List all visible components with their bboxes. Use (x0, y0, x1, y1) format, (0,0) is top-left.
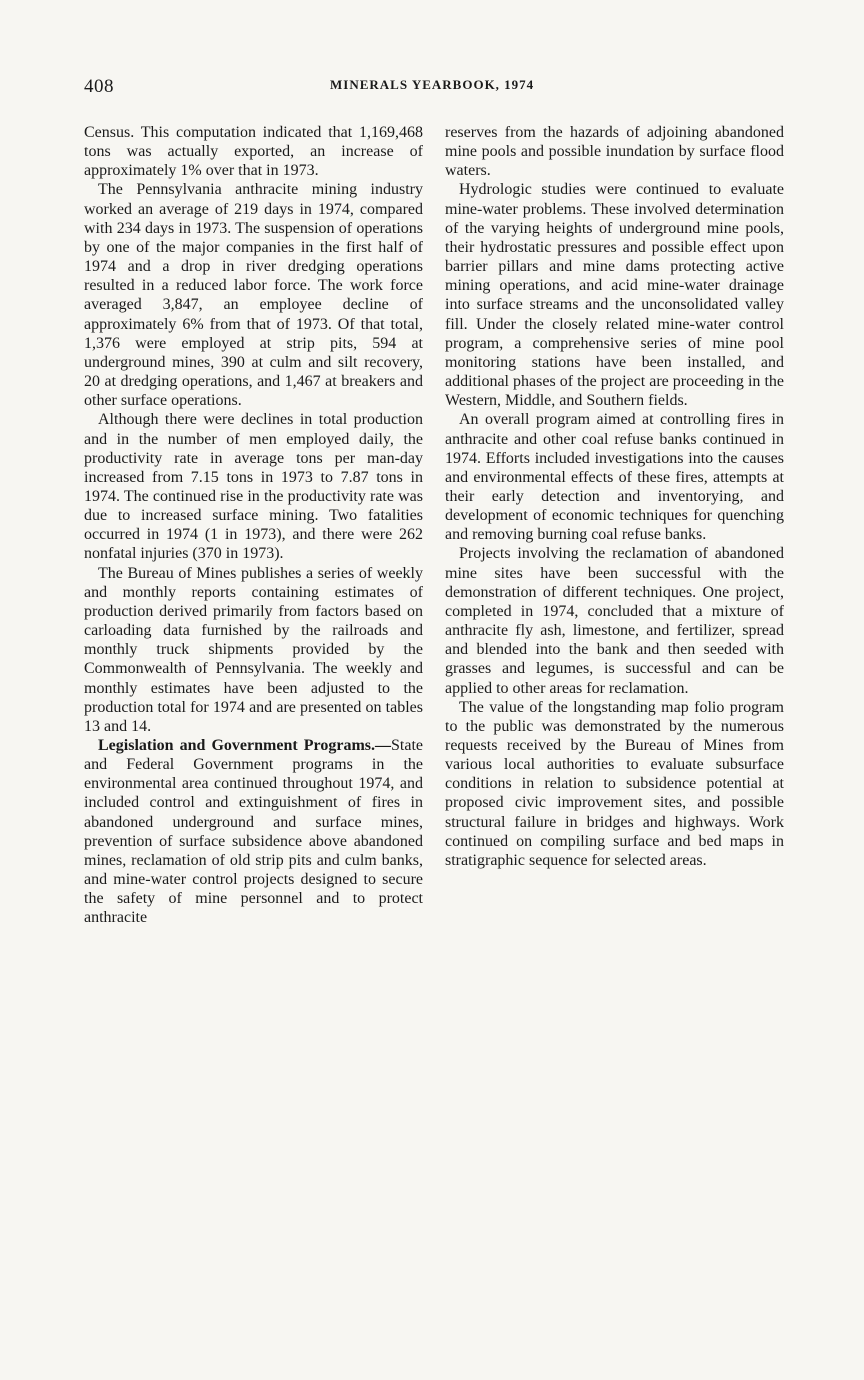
left-column (84, 123, 423, 928)
paragraph: Although there were declines in total production and in the number of men employed daily, the productivity rate in average tons per man-day increased from 7.15 tons in 1973 to 7.87 tons in 1974. The continued rise in the productivity rate was due to increased surface mining. Two fatalities occurred in 1974 (1 in 1973), and there were 262 nonfatal injuries (370 in 1973). (84, 411, 423, 563)
running-title: MINERALS YEARBOOK, 1974 (330, 77, 535, 92)
paragraph: Census. This computation indicated that 1,169,468 tons was actually exported, an increase of approximately 1% over that in 1973. (84, 124, 423, 180)
paragraph: The value of the longstanding map folio program to the public was demonstrated by the numerous requests received by the Bureau of Mines from various local authorities to evaluate subsurface conditions in relation to subsidence potential at proposed civic improvement sites, and possible structural failure in bridges and highways. Work continued on compiling surface and bed maps in stratigraphic sequence for selected areas. (445, 698, 784, 869)
paragraph: reserves from the hazards of adjoining abandoned mine pools and possible inundation by surface flood waters. (445, 124, 784, 180)
paragraph (84, 736, 423, 928)
page-number: 408 (84, 76, 114, 97)
section-heading: Legislation and Government Programs.— (98, 737, 391, 754)
right-column (445, 123, 784, 870)
paragraph-text: State and Federal Government programs in the environmental area continued throughout 1974, and included control and extinguishment of fires in abandoned underground and surface mines, prevention of surface subsidence above abandoned mines, reclamation of old strip pits and culm banks, and mine-water control projects designed to secure the safety of mine personnel and to protect anthracite (84, 737, 423, 927)
paragraph: The Pennsylvania anthracite mining industry worked an average of 219 days in 1974, compared with 234 days in 1973. The suspension of operations by one of the major companies in the first half of 1974 and a drop in river dredging operations resulted in a reduced labor force. The work force averaged 3,847, an employee decline of approximately 6% from that of 1973. Of that total, 1,376 were employed at strip pits, 594 at underground mines, 390 at culm and silt recovery, 20 at dredging operations, and 1,467 at breakers and other surface operations. (84, 181, 423, 410)
paragraph: An overall program aimed at controlling fires in anthracite and other coal refuse banks continued in 1974. Efforts included investigations into the causes and environmental effects of these fires, attempts at their early detection and inventorying, and development of economic techniques for quenching and removing burning coal refuse banks. (445, 411, 784, 544)
paragraph: Projects involving the reclamation of abandoned mine sites have been successful with the demonstration of different techniques. One project, completed in 1974, concluded that a mixture of anthracite fly ash, limestone, and fertilizer, spread and blended into the bank and then seeded with grasses and legumes, is successful and can be applied to other areas for reclamation. (445, 545, 784, 697)
paragraph: The Bureau of Mines publishes a series of weekly and monthly reports containing estimates of production derived primarily from factors based on carloading data furnished by the railroads and monthly truck shipments provided by the Commonwealth of Pennsylvania. The weekly and monthly estimates have been adjusted to the production total for 1974 and are presented on tables 13 and 14. (84, 564, 423, 735)
page-header (84, 74, 784, 104)
paragraph: Hydrologic studies were continued to evaluate mine-water problems. These involved determination of the varying heights of underground mine pools, their hydrostatic pressures and possible effect upon barrier pillars and mine dams protecting active mining operations, and acid mine-water drainage into surface streams and the unconsolidated valley fill. Under the closely related mine-water control program, a comprehensive series of mine pool monitoring stations have been installed, and additional phases of the project are proceeding in the Western, Middle, and Southern fields. (445, 181, 784, 410)
